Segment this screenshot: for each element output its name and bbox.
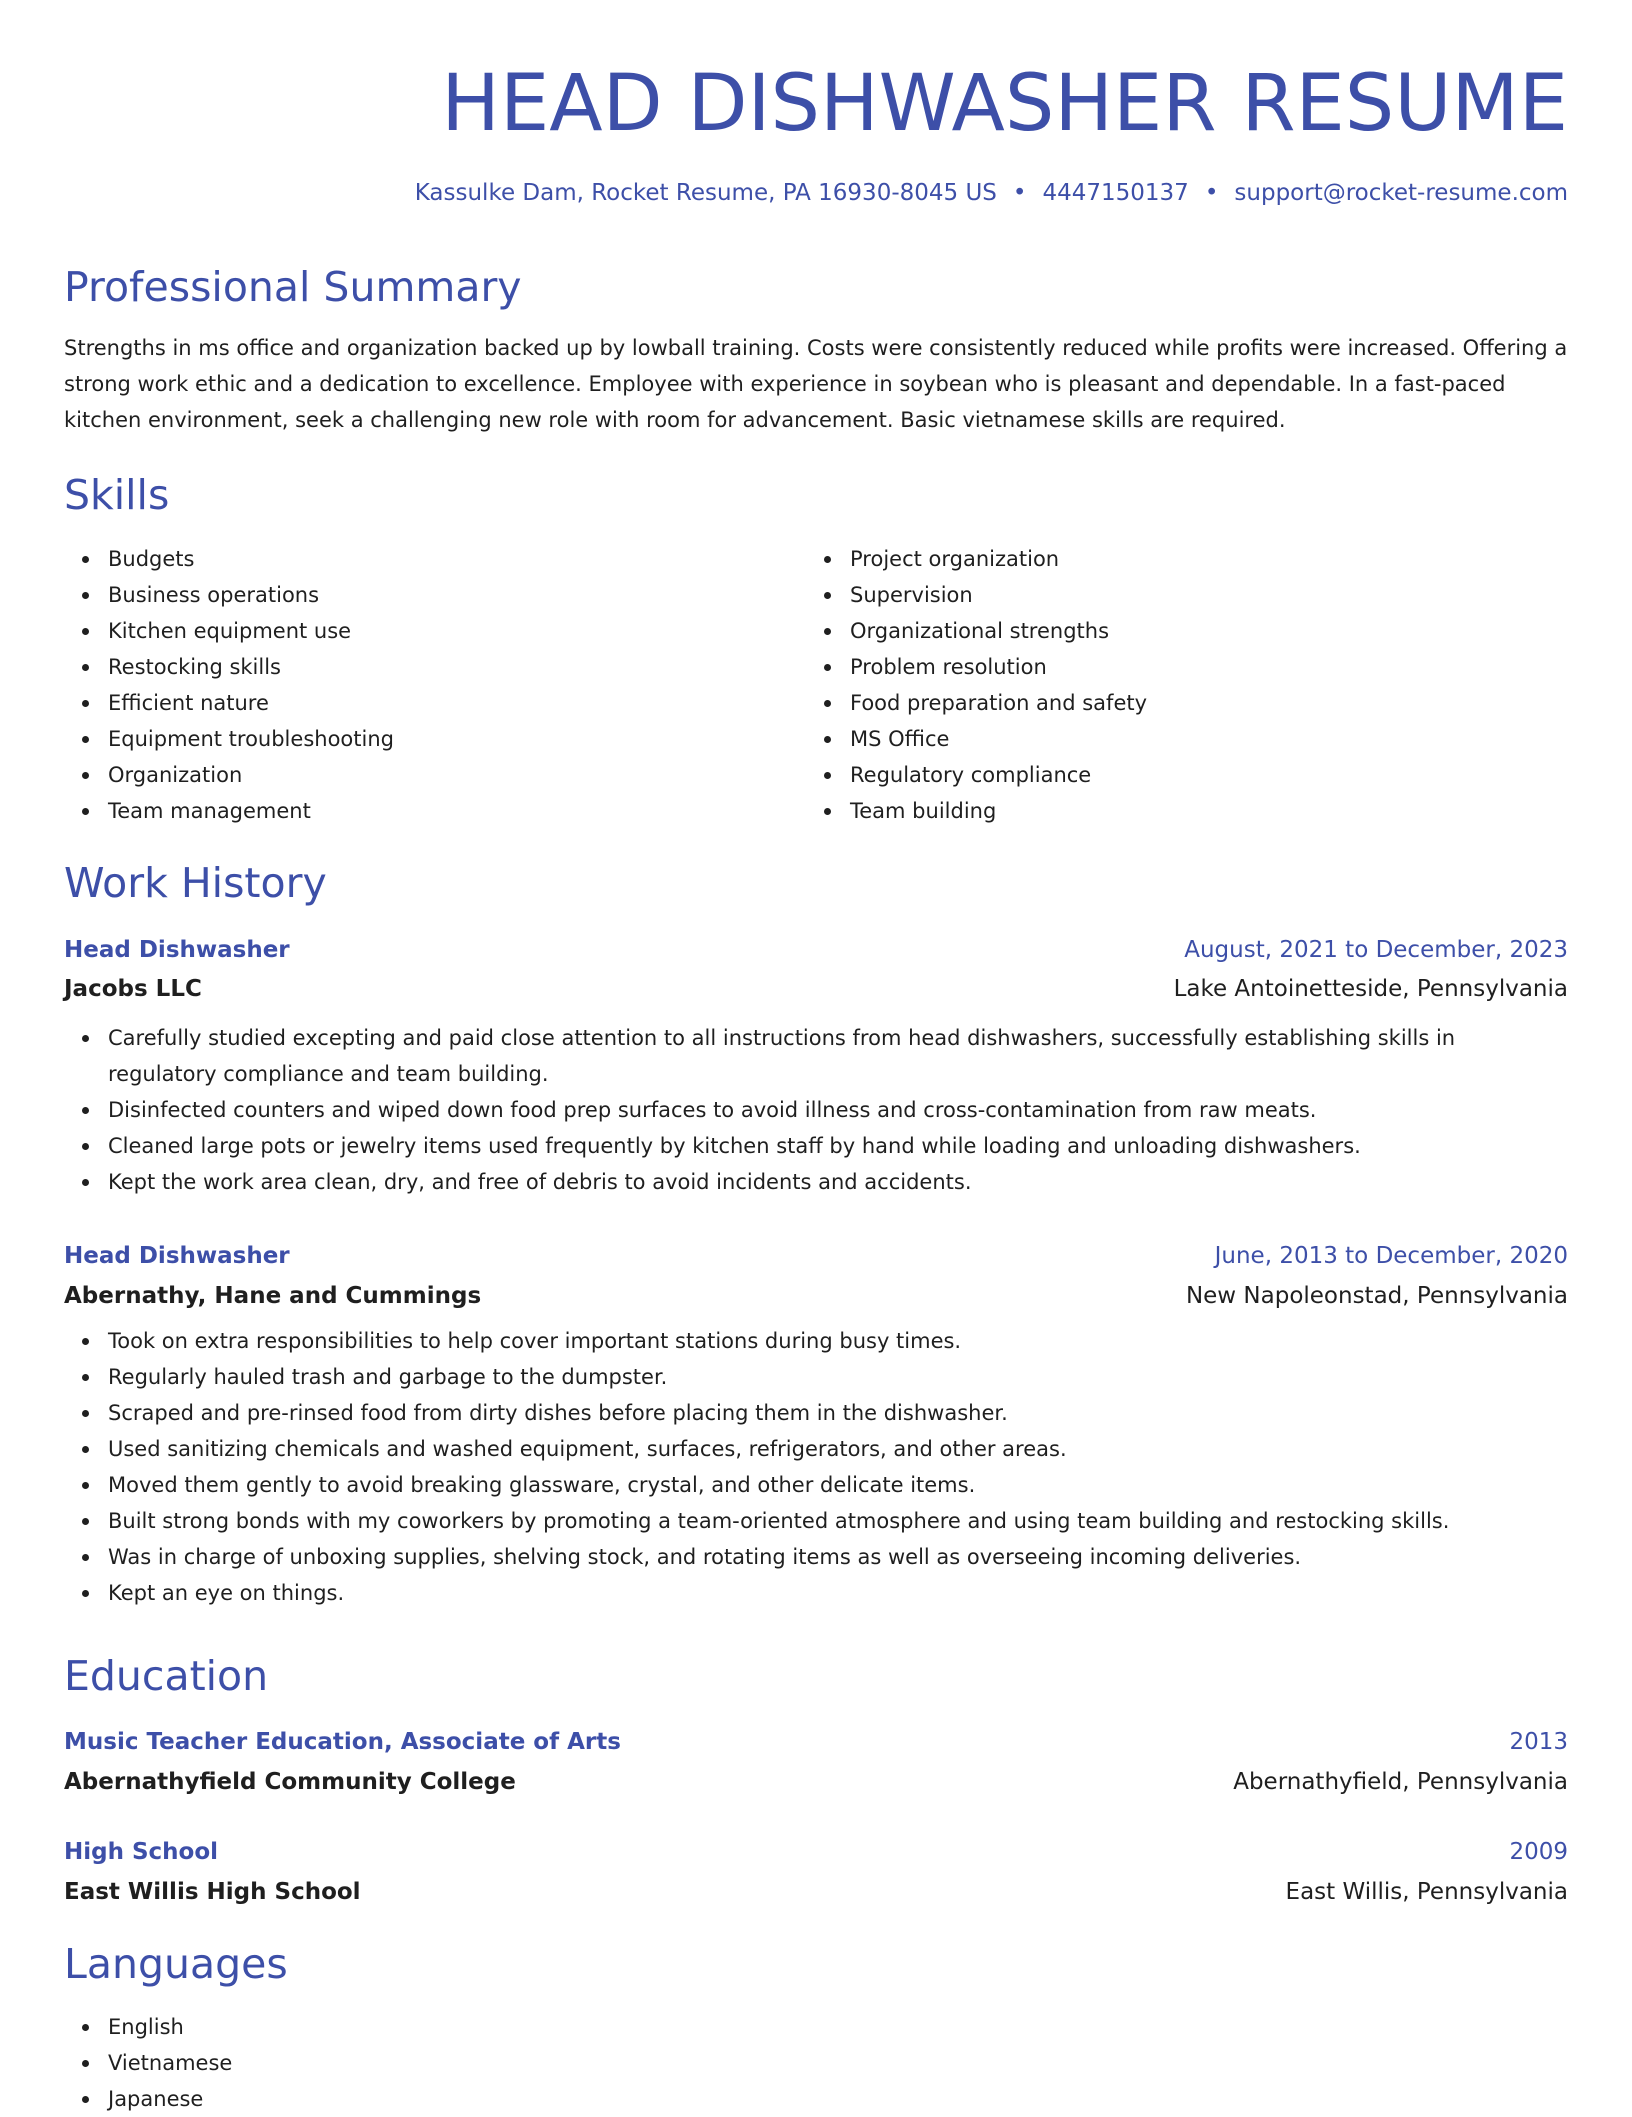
education-degree: High School <box>64 1839 219 1865</box>
skill-item: Business operations <box>108 577 806 613</box>
contact-separator: • <box>1204 180 1219 206</box>
skill-item: MS Office <box>850 721 1548 757</box>
job-bullet: Kept an eye on things. <box>108 1575 1568 1611</box>
skill-item: Organizational strengths <box>850 613 1548 649</box>
work-history-heading: Work History <box>64 859 327 907</box>
skills-column-right <box>806 541 1548 829</box>
contact-address: Kassulke Dam, Rocket Resume, PA 16930-8045 US <box>414 180 997 206</box>
skill-item: Equipment troubleshooting <box>108 721 806 757</box>
contact-email[interactable]: support@rocket-resume.com <box>1234 180 1568 206</box>
skill-item: Efficient nature <box>108 685 806 721</box>
education-entry <box>64 1726 1568 1798</box>
skill-item: Restocking skills <box>108 649 806 685</box>
education-degree: Music Teacher Education, Associate of Arts <box>64 1729 621 1755</box>
summary-heading: Professional Summary <box>64 263 522 311</box>
languages-heading: Languages <box>64 1940 288 1988</box>
job-company: Jacobs LLC <box>64 976 202 1002</box>
skill-item: Organization <box>108 757 806 793</box>
language-item: English <box>108 2009 232 2045</box>
skill-item: Supervision <box>850 577 1548 613</box>
education-school: Abernathyfield Community College <box>64 1769 516 1795</box>
job-dates: August, 2021 to December, 2023 <box>1184 937 1568 963</box>
job-bullet: Carefully studied excepting and paid close attention to all instructions from head dishwashers, successfully establishing skills in regulatory compliance and team building. <box>108 1020 1568 1092</box>
job-company: Abernathy, Hane and Cummings <box>64 1283 482 1309</box>
skill-item: Budgets <box>108 541 806 577</box>
contact-separator: • <box>1012 180 1027 206</box>
skill-item: Regulatory compliance <box>850 757 1548 793</box>
education-year: 2009 <box>1509 1839 1568 1865</box>
job-bullet: Cleaned large pots or jewelry items used frequently by kitchen staff by hand while loading and unloading dishwashers. <box>108 1128 1568 1164</box>
language-item: Vietnamese <box>108 2045 232 2081</box>
job-location: New Napoleonstad, Pennsylvania <box>1185 1283 1568 1309</box>
job-bullet: Scraped and pre-rinsed food from dirty dishes before placing them in the dishwasher. <box>108 1395 1568 1431</box>
job-entry <box>64 934 1568 1200</box>
job-bullet: Was in charge of unboxing supplies, shelving stock, and rotating items as well as overseeing incoming deliveries. <box>108 1539 1568 1575</box>
skill-item: Team management <box>108 793 806 829</box>
job-bullet: Used sanitizing chemicals and washed equipment, surfaces, refrigerators, and other areas. <box>108 1431 1568 1467</box>
skill-item: Kitchen equipment use <box>108 613 806 649</box>
job-location: Lake Antoinetteside, Pennsylvania <box>1173 976 1568 1002</box>
contact-phone[interactable]: 4447150137 <box>1042 180 1189 206</box>
job-bullet: Took on extra responsibilities to help cover important stations during busy times. <box>108 1323 1568 1359</box>
job-bullet: Regularly hauled trash and garbage to the dumpster. <box>108 1359 1568 1395</box>
education-location: Abernathyfield, Pennsylvania <box>1233 1769 1568 1795</box>
job-bullet: Kept the work area clean, dry, and free of debris to avoid incidents and accidents. <box>108 1164 1568 1200</box>
skill-item: Team building <box>850 793 1548 829</box>
skill-item: Problem resolution <box>850 649 1548 685</box>
language-item: Japanese <box>108 2081 232 2117</box>
education-location: East Willis, Pennsylvania <box>1285 1879 1568 1905</box>
education-entry <box>64 1836 1568 1908</box>
job-dates: June, 2013 to December, 2020 <box>1214 1243 1568 1269</box>
contact-line <box>64 178 1568 208</box>
education-heading: Education <box>64 1652 269 1700</box>
skills-list <box>64 541 1568 829</box>
job-bullet: Disinfected counters and wiped down food prep surfaces to avoid illness and cross-contamination from raw meats. <box>108 1092 1568 1128</box>
skills-column-left <box>64 541 806 829</box>
job-title: Head Dishwasher <box>64 937 290 963</box>
skills-heading: Skills <box>64 471 170 519</box>
summary-text: Strengths in ms office and organization backed up by lowball training. Costs were consistently reduced while profits were increased. Offering a strong work ethic and a dedication to excellence. Employee with experience in soybean who is pleasant and dependable. In a fast-paced kitchen environment, seek a challenging new role with room for advancement. Basic vietnamese skills are required. <box>64 336 1568 432</box>
skill-item: Project organization <box>850 541 1548 577</box>
job-title: Head Dishwasher <box>64 1243 290 1269</box>
skill-item: Food preparation and safety <box>850 685 1548 721</box>
education-year: 2013 <box>1509 1729 1568 1755</box>
education-school: East Willis High School <box>64 1879 361 1905</box>
job-bullet: Built strong bonds with my coworkers by promoting a team-oriented atmosphere and using team building and restocking skills. <box>108 1503 1568 1539</box>
languages-list <box>64 2009 232 2117</box>
job-bullet: Moved them gently to avoid breaking glassware, crystal, and other delicate items. <box>108 1467 1568 1503</box>
job-entry <box>64 1240 1568 1611</box>
resume-title: HEAD DISHWASHER RESUME <box>441 59 1568 149</box>
